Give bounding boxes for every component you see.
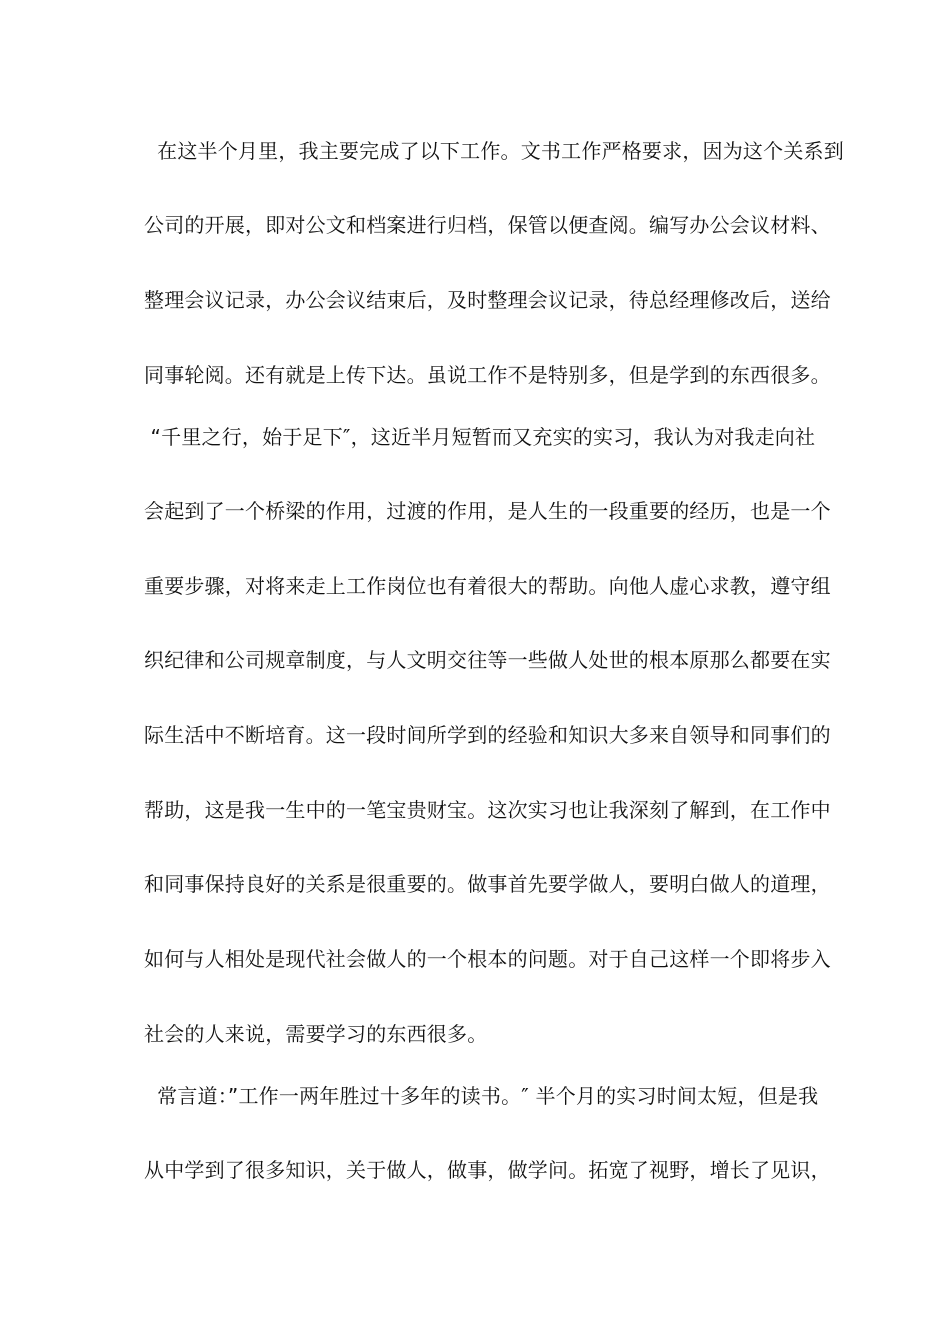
paragraph-line: 常言道：”工作一两年胜过十多年的读书。″ 半个月的实习时间太短，但是我	[144, 1084, 819, 1108]
paragraph-line: 帮助，这是我一生中的一笔宝贵财宝。这次实习也让我深刻了解到，在工作中	[144, 798, 831, 822]
paragraph-line: 织纪律和公司规章制度，与人文明交往等一些做人处世的根本原那么都要在实	[144, 648, 831, 672]
paragraph-line: 公司的开展，即对公文和档案进行归档，保管以便查阅。编写办公会议材料、	[144, 213, 831, 237]
paragraph-line: 社会的人来说，需要学习的东西很多。	[144, 1022, 488, 1046]
paragraph-line: 重要步骤，对将来走上工作岗位也有着很大的帮助。向他人虚心求教，遵守组	[144, 574, 831, 598]
paragraph-line: 从中学到了很多知识，关于做人，做事，做学问。拓宽了视野，增长了见识，	[144, 1158, 831, 1182]
paragraph-line: 如何与人相处是现代社会做人的一个根本的问题。对于自己这样一个即将步入	[144, 947, 831, 971]
paragraph-line: “千里之行，始于足下″，这近半月短暂而又充实的实习，我认为对我走向社	[144, 425, 816, 449]
paragraph-line: 同事轮阅。还有就是上传下达。虽说工作不是特别多，但是学到的东西很多。	[144, 363, 831, 387]
paragraph-line: 际生活中不断培育。这一段时间所学到的经验和知识大多来自领导和同事们的	[144, 723, 831, 747]
paragraph-line: 在这半个月里，我主要完成了以下工作。文书工作严格要求，因为这个关系到	[144, 139, 844, 163]
paragraph-line: 会起到了一个桥梁的作用，过渡的作用，是人生的一段重要的经历，也是一个	[144, 499, 831, 523]
paragraph-line: 整理会议记录，办公会议结束后，及时整理会议记录，待总经理修改后，送给	[144, 288, 831, 312]
paragraph-line: 和同事保持良好的关系是很重要的。做事首先要学做人，要明白做人的道理，	[144, 872, 831, 896]
